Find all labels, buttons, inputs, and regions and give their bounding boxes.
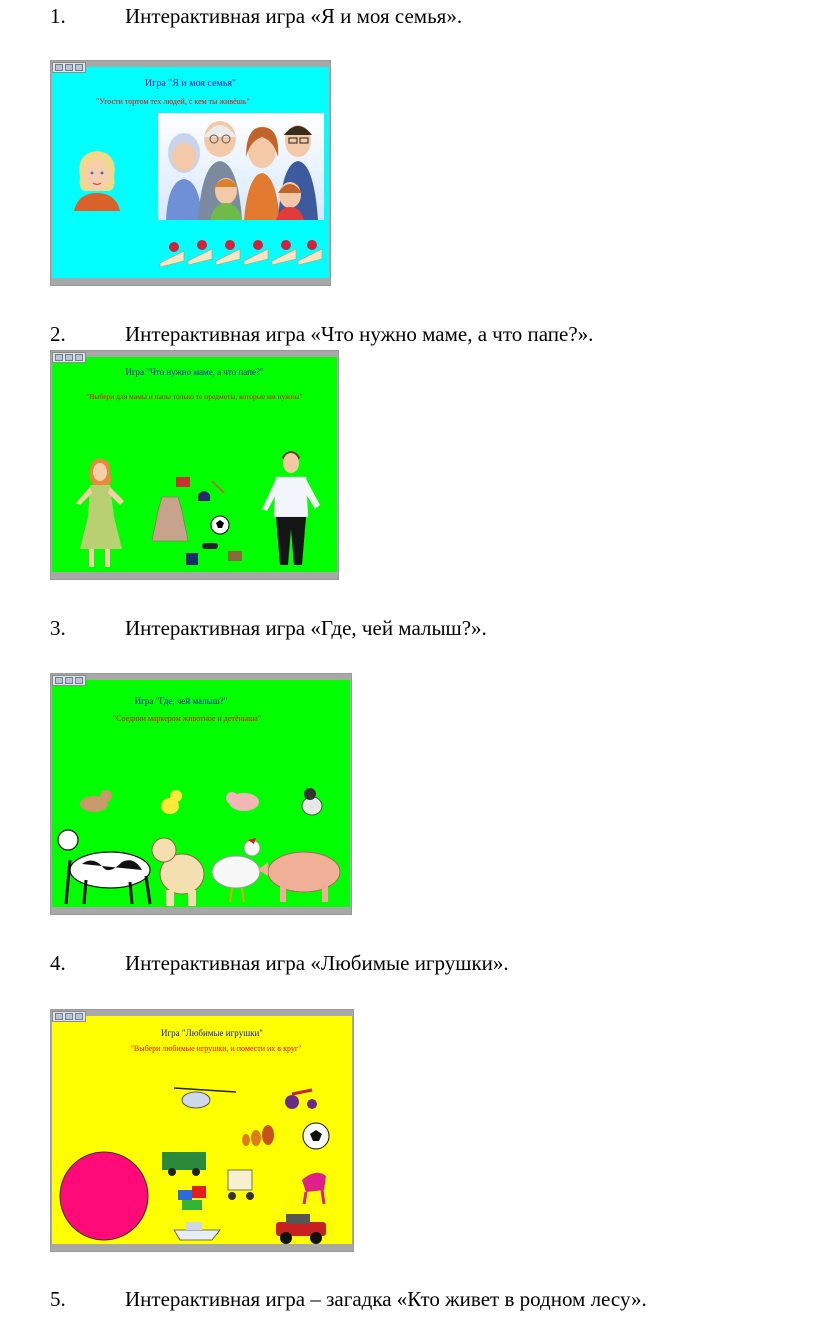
cake-slice-icon[interactable] [188,240,212,265]
tool-icon[interactable] [212,481,224,493]
hat-icon[interactable] [176,477,190,487]
section-number: 4. [50,951,66,975]
slide-title: Игра "Я и моя семья" [144,78,237,89]
piglet-icon[interactable] [226,792,259,811]
kitten-icon[interactable] [302,788,322,815]
section-number: 1. [50,4,66,28]
window-bottom-bar [51,907,351,914]
cap-icon[interactable] [198,491,210,501]
cakes-row [158,233,324,269]
slide-4-favorite-toys-game [50,1009,354,1252]
stroller-icon[interactable] [228,1170,254,1200]
blocks-icon[interactable] [178,1186,206,1210]
household-items [142,475,252,570]
adult-animals-row [52,820,350,907]
baby-animals-row [74,782,334,818]
soccer-ball-icon[interactable] [303,1123,329,1149]
slide-subtitle: "Выбери любимые игрушки, и помести их в круг" [130,1044,302,1053]
man-figure-icon[interactable] [258,447,324,572]
slide-3-baby-animals-game [50,673,352,915]
section-number: 3. [50,616,66,640]
navigation-buttons-icon[interactable] [52,352,86,363]
target-circle-icon[interactable] [58,1150,150,1242]
toys-group [156,1080,346,1244]
slide-subtitle: "Угости тортом тех людей, с кем ты живёшь" [96,97,250,106]
puppy-icon[interactable] [80,790,112,812]
girl-portrait-icon[interactable] [70,147,124,211]
section-title: Интерактивная игра «Что нужно маме, а что папе?». [125,322,594,346]
shoes-icon[interactable] [202,543,218,549]
navigation-buttons-icon[interactable] [52,1011,86,1022]
navigation-buttons-icon[interactable] [52,62,86,73]
train-icon[interactable] [162,1152,206,1176]
slide-subtitle: "Соедини маркером животное и детёныша" [112,714,262,723]
family-portrait-icon[interactable] [158,113,324,220]
nesting-dolls-icon[interactable] [242,1125,274,1146]
window-bottom-bar [51,278,330,285]
dog-icon[interactable] [152,838,204,906]
woman-figure-icon[interactable] [72,457,128,569]
window-bottom-bar [51,1244,353,1251]
slide-canvas [52,357,337,572]
chick-icon[interactable] [161,790,182,814]
section-title: Интерактивная игра – загадка «Кто живет в родном лесу». [125,1287,647,1311]
slide-subtitle: "Выбери для мамы и папы только те предметы, которые им нужны" [86,392,303,401]
window-bottom-bar [51,572,338,579]
cake-slice-icon[interactable] [244,240,268,265]
slide-canvas [52,680,350,907]
slide-canvas [52,67,329,278]
slide-1-family-game [50,60,331,286]
cake-slice-icon[interactable] [160,242,184,267]
navigation-buttons-icon[interactable] [52,675,86,686]
section-number: 2. [50,322,66,346]
cat-icon[interactable] [58,830,150,904]
jeep-icon[interactable] [276,1214,326,1244]
slide-title: Игра "Любимые игрушки" [160,1028,263,1038]
pig-icon[interactable] [258,852,340,902]
section-title: Интерактивная игра «Я и моя семья». [125,4,463,28]
cake-slice-icon[interactable] [298,240,322,265]
slide-2-mom-dad-game [50,350,339,580]
section-title: Интерактивная игра «Где, чей малыш?». [125,616,487,640]
hen-icon[interactable] [212,838,260,902]
cake-slice-icon[interactable] [216,240,240,265]
dress-icon[interactable] [152,497,188,541]
slide-title: Игра "Где, чей малыш?" [134,696,228,706]
cake-slice-icon[interactable] [272,240,296,265]
helicopter-icon[interactable] [174,1088,236,1108]
boat-icon[interactable] [174,1222,220,1240]
tricycle-icon[interactable] [285,1090,317,1109]
section-title: Интерактивная игра «Любимые игрушки». [125,951,509,975]
slide-title: Игра "Что нужно маме, а что папе?" [125,367,264,377]
drill-icon[interactable] [186,553,198,565]
slide-canvas [52,1016,352,1244]
toolbox-icon[interactable] [228,551,242,561]
section-number: 5. [50,1287,66,1311]
toy-horse-icon[interactable] [302,1173,326,1204]
